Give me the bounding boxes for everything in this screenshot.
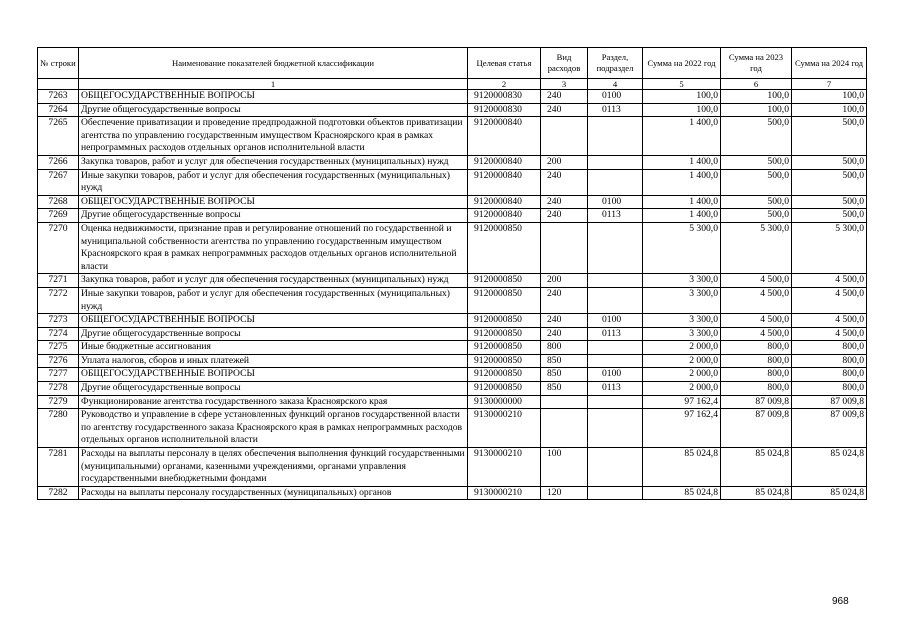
row-number-cell: 7264 bbox=[38, 103, 79, 117]
table-row bbox=[38, 382, 867, 396]
target-article-cell: 9120000840 bbox=[468, 195, 541, 209]
section-cell bbox=[588, 169, 643, 195]
indicator-name-cell: Оценка недвижимости, признание прав и регулирование отношений по государственной и муниципальной собственности агентства по управлению государственным имуществом Красноярского края в рамках непрограммных расходов отдельных органов исполнительной власти bbox=[79, 222, 468, 273]
section-cell: 0100 bbox=[588, 195, 643, 209]
sum-2023-cell: 100,0 bbox=[721, 90, 792, 104]
expense-type-cell: 240 bbox=[541, 314, 588, 328]
sum-2023-cell: 4 500,0 bbox=[721, 287, 792, 313]
indicator-name-cell: Руководство и управление в сфере установленных функций органов государственной власти по агентству государственного заказа Красноярского края в рамках непрограммных расходов отдельных органов исполнительной власти bbox=[79, 409, 468, 448]
indicator-name-cell: Расходы на выплаты персоналу государственных (муниципальных) органов bbox=[79, 486, 468, 500]
sum-2023-cell: 4 500,0 bbox=[721, 274, 792, 288]
row-number-cell: 7279 bbox=[38, 395, 79, 409]
indicator-name-cell: Другие общегосударственные вопросы bbox=[79, 209, 468, 223]
row-number-cell: 7277 bbox=[38, 368, 79, 382]
row-number-cell: 7270 bbox=[38, 222, 79, 273]
sum-2022-cell: 2 000,0 bbox=[643, 368, 721, 382]
sum-2022-cell: 3 300,0 bbox=[643, 327, 721, 341]
section-cell bbox=[588, 155, 643, 169]
indicator-name-cell: Уплата налогов, сборов и иных платежей bbox=[79, 354, 468, 368]
page-number: 968 bbox=[832, 596, 849, 607]
indicator-name-cell: Обеспечение приватизации и проведение предпродажной подготовки объектов приватизации агентства по управлению государственным имуществом Красноярского края в рамках непрограммных расходов отдельных органов исполнительной власти bbox=[79, 117, 468, 156]
header-sum-2023: Сумма на 2023 год bbox=[721, 48, 792, 79]
column-number: 2 bbox=[468, 79, 541, 90]
indicator-name-cell: ОБЩЕГОСУДАРСТВЕННЫЕ ВОПРОСЫ bbox=[79, 195, 468, 209]
sum-2024-cell: 500,0 bbox=[792, 169, 867, 195]
sum-2024-cell: 87 009,8 bbox=[792, 409, 867, 448]
header-sum-2022: Сумма на 2022 год bbox=[643, 48, 721, 79]
expense-type-cell: 240 bbox=[541, 169, 588, 195]
table-row bbox=[38, 90, 867, 104]
section-cell: 0113 bbox=[588, 382, 643, 396]
indicator-name-cell: Иные закупки товаров, работ и услуг для обеспечения государственных (муниципальных) нужд bbox=[79, 169, 468, 195]
sum-2024-cell: 800,0 bbox=[792, 382, 867, 396]
section-cell: 0113 bbox=[588, 103, 643, 117]
header-razdel: Раздел, подраздел bbox=[588, 48, 643, 79]
table-row bbox=[38, 209, 867, 223]
table-row bbox=[38, 368, 867, 382]
budget-table bbox=[37, 47, 867, 500]
sum-2023-cell: 87 009,8 bbox=[721, 395, 792, 409]
sum-2023-cell: 85 024,8 bbox=[721, 448, 792, 487]
sum-2024-cell: 500,0 bbox=[792, 117, 867, 156]
sum-2022-cell: 100,0 bbox=[643, 90, 721, 104]
sum-2023-cell: 800,0 bbox=[721, 341, 792, 355]
row-number-cell: 7274 bbox=[38, 327, 79, 341]
section-cell: 0100 bbox=[588, 368, 643, 382]
target-article-cell: 9120000840 bbox=[468, 209, 541, 223]
target-article-cell: 9120000850 bbox=[468, 382, 541, 396]
target-article-cell: 9120000830 bbox=[468, 103, 541, 117]
sum-2022-cell: 2 000,0 bbox=[643, 354, 721, 368]
sum-2024-cell: 800,0 bbox=[792, 354, 867, 368]
sum-2022-cell: 100,0 bbox=[643, 103, 721, 117]
target-article-cell: 9120000850 bbox=[468, 274, 541, 288]
column-number: 6 bbox=[721, 79, 792, 90]
row-number-cell: 7273 bbox=[38, 314, 79, 328]
row-number-cell: 7265 bbox=[38, 117, 79, 156]
table-row bbox=[38, 103, 867, 117]
indicator-name-cell: Закупка товаров, работ и услуг для обеспечения государственных (муниципальных) нужд bbox=[79, 155, 468, 169]
table-row bbox=[38, 448, 867, 487]
indicator-name-cell: Другие общегосударственные вопросы bbox=[79, 103, 468, 117]
expense-type-cell: 850 bbox=[541, 354, 588, 368]
expense-type-cell bbox=[541, 222, 588, 273]
sum-2022-cell: 85 024,8 bbox=[643, 486, 721, 500]
section-cell bbox=[588, 274, 643, 288]
indicator-name-cell: Иные бюджетные ассигнования bbox=[79, 341, 468, 355]
sum-2024-cell: 500,0 bbox=[792, 209, 867, 223]
table-row bbox=[38, 222, 867, 273]
target-article-cell: 9120000850 bbox=[468, 368, 541, 382]
header-name: Наименование показателей бюджетной классификации bbox=[79, 48, 468, 79]
sum-2023-cell: 87 009,8 bbox=[721, 409, 792, 448]
header-sum-2024: Сумма на 2024 год bbox=[792, 48, 867, 79]
target-article-cell: 9120000850 bbox=[468, 314, 541, 328]
sum-2024-cell: 100,0 bbox=[792, 103, 867, 117]
sum-2022-cell: 1 400,0 bbox=[643, 117, 721, 156]
sum-2022-cell: 2 000,0 bbox=[643, 341, 721, 355]
section-cell bbox=[588, 341, 643, 355]
row-number-cell: 7280 bbox=[38, 409, 79, 448]
sum-2022-cell: 3 300,0 bbox=[643, 314, 721, 328]
sum-2023-cell: 500,0 bbox=[721, 195, 792, 209]
expense-type-cell: 240 bbox=[541, 103, 588, 117]
sum-2023-cell: 4 500,0 bbox=[721, 327, 792, 341]
target-article-cell: 9120000850 bbox=[468, 287, 541, 313]
row-number-cell: 7267 bbox=[38, 169, 79, 195]
sum-2023-cell: 100,0 bbox=[721, 103, 792, 117]
expense-type-cell: 120 bbox=[541, 486, 588, 500]
expense-type-cell: 850 bbox=[541, 382, 588, 396]
sum-2024-cell: 4 500,0 bbox=[792, 314, 867, 328]
sum-2022-cell: 85 024,8 bbox=[643, 448, 721, 487]
section-cell: 0100 bbox=[588, 90, 643, 104]
column-number: 3 bbox=[541, 79, 588, 90]
section-cell bbox=[588, 117, 643, 156]
row-number-cell: 7269 bbox=[38, 209, 79, 223]
sum-2022-cell: 3 300,0 bbox=[643, 287, 721, 313]
expense-type-cell bbox=[541, 395, 588, 409]
indicator-name-cell: ОБЩЕГОСУДАРСТВЕННЫЕ ВОПРОСЫ bbox=[79, 368, 468, 382]
table-row bbox=[38, 169, 867, 195]
target-article-cell: 9120000850 bbox=[468, 222, 541, 273]
sum-2023-cell: 4 500,0 bbox=[721, 314, 792, 328]
expense-type-cell: 100 bbox=[541, 448, 588, 487]
expense-type-cell bbox=[541, 409, 588, 448]
sum-2022-cell: 97 162,4 bbox=[643, 395, 721, 409]
sum-2023-cell: 500,0 bbox=[721, 209, 792, 223]
target-article-cell: 9130000000 bbox=[468, 395, 541, 409]
sum-2023-cell: 85 024,8 bbox=[721, 486, 792, 500]
sum-2023-cell: 800,0 bbox=[721, 382, 792, 396]
sum-2024-cell: 4 500,0 bbox=[792, 274, 867, 288]
row-number-cell: 7281 bbox=[38, 448, 79, 487]
table-row bbox=[38, 341, 867, 355]
section-cell bbox=[588, 486, 643, 500]
section-cell bbox=[588, 395, 643, 409]
sum-2022-cell: 5 300,0 bbox=[643, 222, 721, 273]
row-number-cell: 7271 bbox=[38, 274, 79, 288]
section-cell bbox=[588, 354, 643, 368]
table-row bbox=[38, 486, 867, 500]
expense-type-cell: 240 bbox=[541, 287, 588, 313]
sum-2022-cell: 3 300,0 bbox=[643, 274, 721, 288]
table-row bbox=[38, 117, 867, 156]
row-number-cell: 7282 bbox=[38, 486, 79, 500]
table-row bbox=[38, 274, 867, 288]
target-article-cell: 9120000840 bbox=[468, 169, 541, 195]
sum-2022-cell: 1 400,0 bbox=[643, 195, 721, 209]
row-number-cell: 7272 bbox=[38, 287, 79, 313]
row-number-cell: 7266 bbox=[38, 155, 79, 169]
expense-type-cell bbox=[541, 117, 588, 156]
sum-2023-cell: 800,0 bbox=[721, 354, 792, 368]
column-number: 4 bbox=[588, 79, 643, 90]
section-cell: 0100 bbox=[588, 314, 643, 328]
table-row bbox=[38, 195, 867, 209]
expense-type-cell: 240 bbox=[541, 209, 588, 223]
sum-2024-cell: 800,0 bbox=[792, 368, 867, 382]
section-cell bbox=[588, 409, 643, 448]
table-body bbox=[38, 90, 867, 500]
header-row-no: № строки bbox=[38, 48, 79, 79]
row-number-cell: 7278 bbox=[38, 382, 79, 396]
section-cell: 0113 bbox=[588, 327, 643, 341]
column-number: 5 bbox=[643, 79, 721, 90]
expense-type-cell: 240 bbox=[541, 195, 588, 209]
table-row bbox=[38, 327, 867, 341]
sum-2024-cell: 100,0 bbox=[792, 90, 867, 104]
sum-2023-cell: 5 300,0 bbox=[721, 222, 792, 273]
table-row bbox=[38, 409, 867, 448]
section-cell bbox=[588, 448, 643, 487]
sum-2023-cell: 800,0 bbox=[721, 368, 792, 382]
table-row bbox=[38, 354, 867, 368]
section-cell bbox=[588, 287, 643, 313]
section-cell: 0113 bbox=[588, 209, 643, 223]
target-article-cell: 9120000840 bbox=[468, 117, 541, 156]
indicator-name-cell: Другие общегосударственные вопросы bbox=[79, 382, 468, 396]
table-row bbox=[38, 155, 867, 169]
indicator-name-cell: ОБЩЕГОСУДАРСТВЕННЫЕ ВОПРОСЫ bbox=[79, 314, 468, 328]
row-number-cell: 7275 bbox=[38, 341, 79, 355]
column-number-row bbox=[38, 79, 867, 90]
indicator-name-cell: ОБЩЕГОСУДАРСТВЕННЫЕ ВОПРОСЫ bbox=[79, 90, 468, 104]
indicator-name-cell: Функционирование агентства государственного заказа Красноярского края bbox=[79, 395, 468, 409]
sum-2023-cell: 500,0 bbox=[721, 169, 792, 195]
target-article-cell: 9130000210 bbox=[468, 486, 541, 500]
expense-type-cell: 240 bbox=[541, 90, 588, 104]
sum-2024-cell: 85 024,8 bbox=[792, 486, 867, 500]
expense-type-cell: 200 bbox=[541, 155, 588, 169]
section-cell bbox=[588, 222, 643, 273]
row-number-cell: 7268 bbox=[38, 195, 79, 209]
target-article-cell: 9130000210 bbox=[468, 409, 541, 448]
table-row bbox=[38, 314, 867, 328]
expense-type-cell: 800 bbox=[541, 341, 588, 355]
table-row bbox=[38, 287, 867, 313]
indicator-name-cell: Иные закупки товаров, работ и услуг для обеспечения государственных (муниципальных) нужд bbox=[79, 287, 468, 313]
target-article-cell: 9120000850 bbox=[468, 341, 541, 355]
sum-2022-cell: 1 400,0 bbox=[643, 155, 721, 169]
sum-2024-cell: 5 300,0 bbox=[792, 222, 867, 273]
target-article-cell: 9120000850 bbox=[468, 354, 541, 368]
sum-2024-cell: 500,0 bbox=[792, 155, 867, 169]
column-number-empty bbox=[38, 79, 79, 90]
expense-type-cell: 850 bbox=[541, 368, 588, 382]
sum-2023-cell: 500,0 bbox=[721, 117, 792, 156]
target-article-cell: 9120000840 bbox=[468, 155, 541, 169]
header-row bbox=[38, 48, 867, 79]
sum-2024-cell: 4 500,0 bbox=[792, 287, 867, 313]
sum-2024-cell: 87 009,8 bbox=[792, 395, 867, 409]
indicator-name-cell: Расходы на выплаты персоналу в целях обеспечения выполнения функций государственными (муниципальными) органами, казенными учреждениями, органами управления государственными внебюджетными фондами bbox=[79, 448, 468, 487]
sum-2022-cell: 1 400,0 bbox=[643, 169, 721, 195]
sum-2022-cell: 2 000,0 bbox=[643, 382, 721, 396]
header-code: Целевая статья bbox=[468, 48, 541, 79]
column-number: 7 bbox=[792, 79, 867, 90]
sum-2022-cell: 97 162,4 bbox=[643, 409, 721, 448]
sum-2024-cell: 800,0 bbox=[792, 341, 867, 355]
target-article-cell: 9130000210 bbox=[468, 448, 541, 487]
sum-2023-cell: 500,0 bbox=[721, 155, 792, 169]
row-number-cell: 7263 bbox=[38, 90, 79, 104]
sum-2024-cell: 4 500,0 bbox=[792, 327, 867, 341]
table-row bbox=[38, 395, 867, 409]
expense-type-cell: 240 bbox=[541, 327, 588, 341]
column-number: 1 bbox=[79, 79, 468, 90]
row-number-cell: 7276 bbox=[38, 354, 79, 368]
indicator-name-cell: Другие общегосударственные вопросы bbox=[79, 327, 468, 341]
sum-2022-cell: 1 400,0 bbox=[643, 209, 721, 223]
target-article-cell: 9120000850 bbox=[468, 327, 541, 341]
expense-type-cell: 200 bbox=[541, 274, 588, 288]
header-vid: Вид расходов bbox=[541, 48, 588, 79]
sum-2024-cell: 500,0 bbox=[792, 195, 867, 209]
sum-2024-cell: 85 024,8 bbox=[792, 448, 867, 487]
budget-table-page bbox=[37, 47, 866, 500]
indicator-name-cell: Закупка товаров, работ и услуг для обеспечения государственных (муниципальных) нужд bbox=[79, 274, 468, 288]
target-article-cell: 9120000830 bbox=[468, 90, 541, 104]
